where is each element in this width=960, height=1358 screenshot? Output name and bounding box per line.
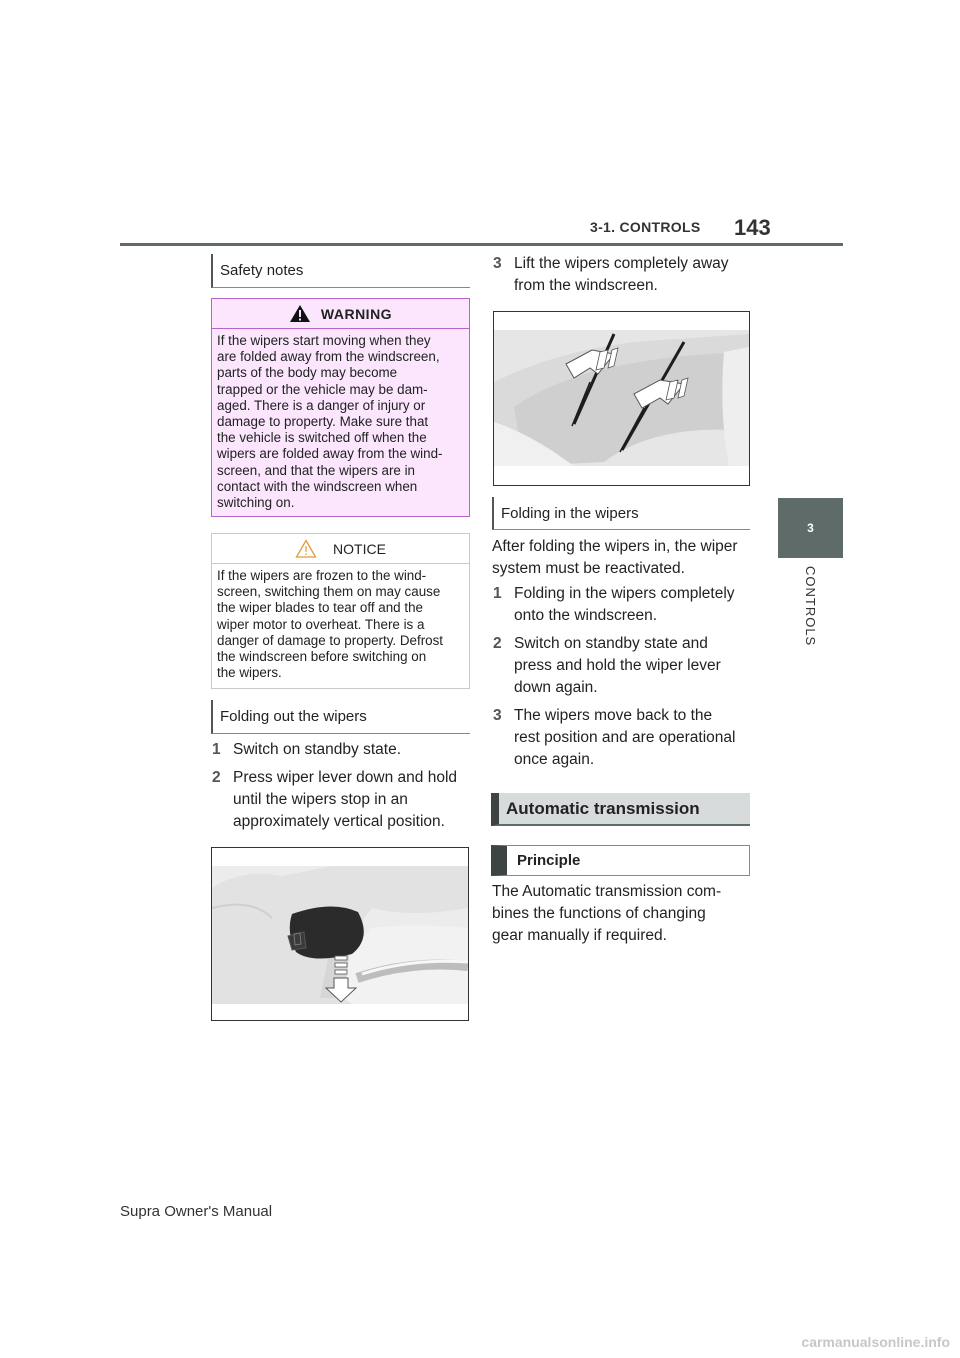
header-rule <box>120 243 843 246</box>
notice-box <box>211 533 470 689</box>
folding-in-step-2: 2 Switch on standby state and press and hold the wiper lever down again. <box>493 635 721 696</box>
warning-title: WARNING <box>320 305 393 322</box>
folding-out-step-3: 3 Lift the wipers completely away from the windscreen. <box>493 255 729 294</box>
folding-out-step-1: 1 Switch on standby state. <box>212 741 402 758</box>
folding-in-heading: Folding in the wipers <box>492 497 750 530</box>
page-number: 143 <box>734 215 771 240</box>
notice-title: NOTICE <box>333 540 386 557</box>
folding-in-step-1: 1 Folding in the wipers completely onto the windscreen. <box>493 585 735 624</box>
wiper-lever-illustration <box>212 848 468 1020</box>
warning-box <box>211 298 470 517</box>
principle-heading: Principle <box>491 845 750 876</box>
folding-out-heading: Folding out the wipers <box>211 700 470 734</box>
chapter-tab[interactable]: 3 <box>778 498 843 558</box>
watermark[interactable]: carmanualsonline.info <box>801 1334 950 1350</box>
wiper-lever-figure <box>211 847 469 1021</box>
notice-text: If the wipers are frozen to the wind- screen, switching them on may cause the wiper blades to tear off and the wiper motor to overheat. There is a danger of damage to property. Defrost the windscreen before switching on the wipers. <box>217 568 444 681</box>
warning-header <box>212 299 469 329</box>
folding-in-intro: After folding the wipers in, the wiper system must be reactivated. <box>492 538 738 577</box>
chapter-label: CONTROLS <box>803 566 818 647</box>
section-title: 3-1. CONTROLS <box>590 219 701 235</box>
folding-in-step-3: 3 The wipers move back to the rest position and are operational once again. <box>493 707 736 768</box>
automatic-transmission-heading: Automatic transmission <box>491 793 750 826</box>
notice-triangle-icon <box>295 539 317 558</box>
warning-triangle-icon <box>289 304 311 323</box>
folding-out-step-2: 2 Press wiper lever down and hold until the wipers stop in an approximately vertical position. <box>212 769 458 830</box>
warning-text: If the wipers start moving when they are folded away from the windscreen, parts of the body may become trapped or the vehicle may be dam- aged. There is a danger of injury or damage to property. Make sure that the vehicle is switched off when the wipers are folded away from the wind- screen, and that the wipers are in contact with the windscreen when switching on. <box>217 333 443 511</box>
wipers-lifted-figure <box>493 311 750 486</box>
principle-text: The Automatic transmission com- bines the functions of changing gear manually if required. <box>492 883 722 944</box>
manual-footer: Supra Owner's Manual <box>120 1203 273 1220</box>
safety-notes-heading: Safety notes <box>211 254 470 288</box>
notice-header <box>212 534 469 564</box>
wipers-lifted-illustration <box>494 312 749 485</box>
